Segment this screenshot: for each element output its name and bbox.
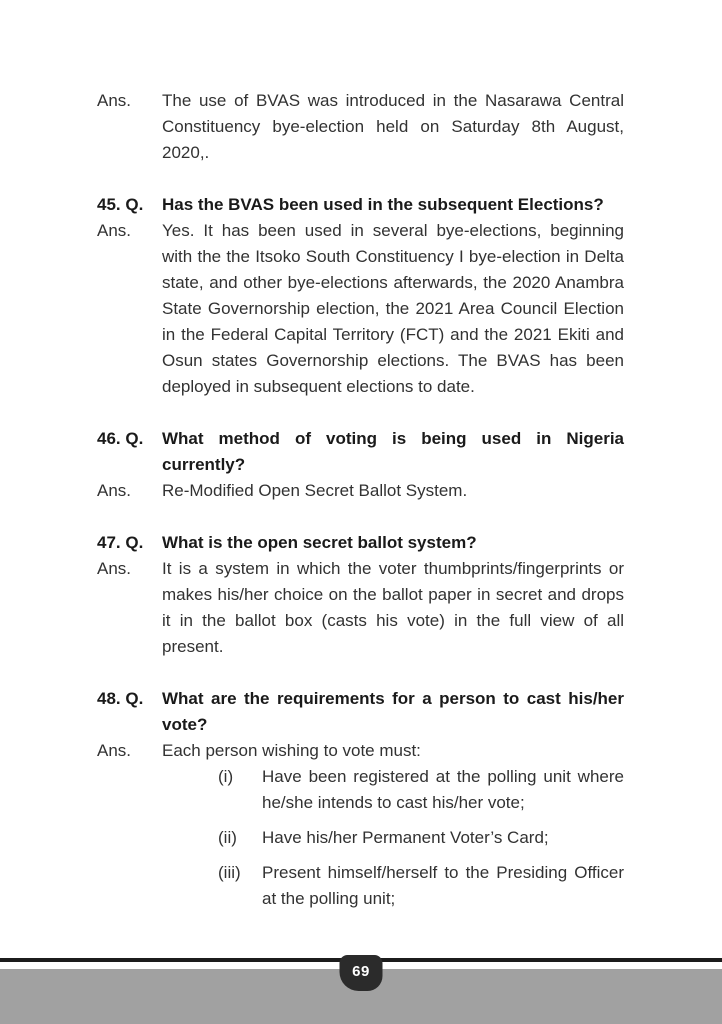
answer-row xyxy=(97,218,624,400)
page-number: 69 xyxy=(352,963,370,980)
answer-row xyxy=(97,556,624,660)
question-row xyxy=(97,192,624,218)
question-number: 45. Q. xyxy=(97,195,144,214)
answer-label: Ans. xyxy=(97,741,132,760)
list-marker: (iii) xyxy=(218,863,241,882)
answer-row xyxy=(97,478,624,504)
list-item-text: Have been registered at the polling unit where he/she intends to cast his/her vote; xyxy=(262,767,624,812)
answer-list-row xyxy=(97,764,624,912)
page-number-badge xyxy=(340,955,383,991)
list-item-text: Have his/her Permanent Voter’s Card; xyxy=(262,828,549,847)
question-text: What method of voting is being used in Nigeria currently? xyxy=(162,429,624,474)
answer-text: Re-Modified Open Secret Ballot System. xyxy=(162,481,468,500)
list-marker: (ii) xyxy=(218,828,237,847)
answer-label: Ans. xyxy=(97,221,132,240)
qa-block-45 xyxy=(97,192,624,400)
answer-text: It is a system in which the voter thumbprints/fingerprints or makes his/her choice on the ballot paper in secret and drops it in the ballot box (casts his vote) in the full view of all present. xyxy=(162,559,624,656)
answer-row xyxy=(97,738,624,764)
answer-text: Yes. It has been used in several bye-elections, beginning with the the Itsoko South Constituency I bye-election in Delta state, and other bye-elections afterwards, the 2020 Anambra State Governorship election, the 2021 Area Council Election in the Federal Capital Territory (FCT) and the 2021 Ekiti and Osun states Governorship elections. The BVAS has been deployed in subsequent elections to date. xyxy=(162,221,624,396)
question-row xyxy=(97,530,624,556)
question-number: 46. Q. xyxy=(97,429,144,448)
question-text: Has the BVAS been used in the subsequent Elections? xyxy=(162,195,604,214)
requirements-list xyxy=(218,764,624,912)
question-number: 47. Q. xyxy=(97,533,144,552)
answer-label: Ans. xyxy=(97,481,132,500)
answer-label: Ans. xyxy=(97,91,132,110)
question-text: What are the requirements for a person to cast his/her vote? xyxy=(162,689,624,734)
answer-row xyxy=(97,88,624,166)
page-content xyxy=(97,88,624,938)
answer-block-44 xyxy=(97,88,624,166)
list-item xyxy=(218,825,624,851)
answer-label: Ans. xyxy=(97,559,132,578)
answer-text: The use of BVAS was introduced in the Nasarawa Central Constituency bye-election held on Saturday 8th August, 2020,. xyxy=(162,91,624,162)
answer-intro-text: Each person wishing to vote must: xyxy=(162,741,421,760)
qa-block-48 xyxy=(97,686,624,912)
question-row xyxy=(97,426,624,478)
list-marker: (i) xyxy=(218,767,234,786)
list-item xyxy=(218,860,624,912)
qa-block-46 xyxy=(97,426,624,504)
question-number: 48. Q. xyxy=(97,689,144,708)
list-item xyxy=(218,764,624,816)
question-row xyxy=(97,686,624,738)
qa-block-47 xyxy=(97,530,624,660)
list-item-text: Present himself/herself to the Presiding Officer at the polling unit; xyxy=(262,863,624,908)
question-text: What is the open secret ballot system? xyxy=(162,533,477,552)
